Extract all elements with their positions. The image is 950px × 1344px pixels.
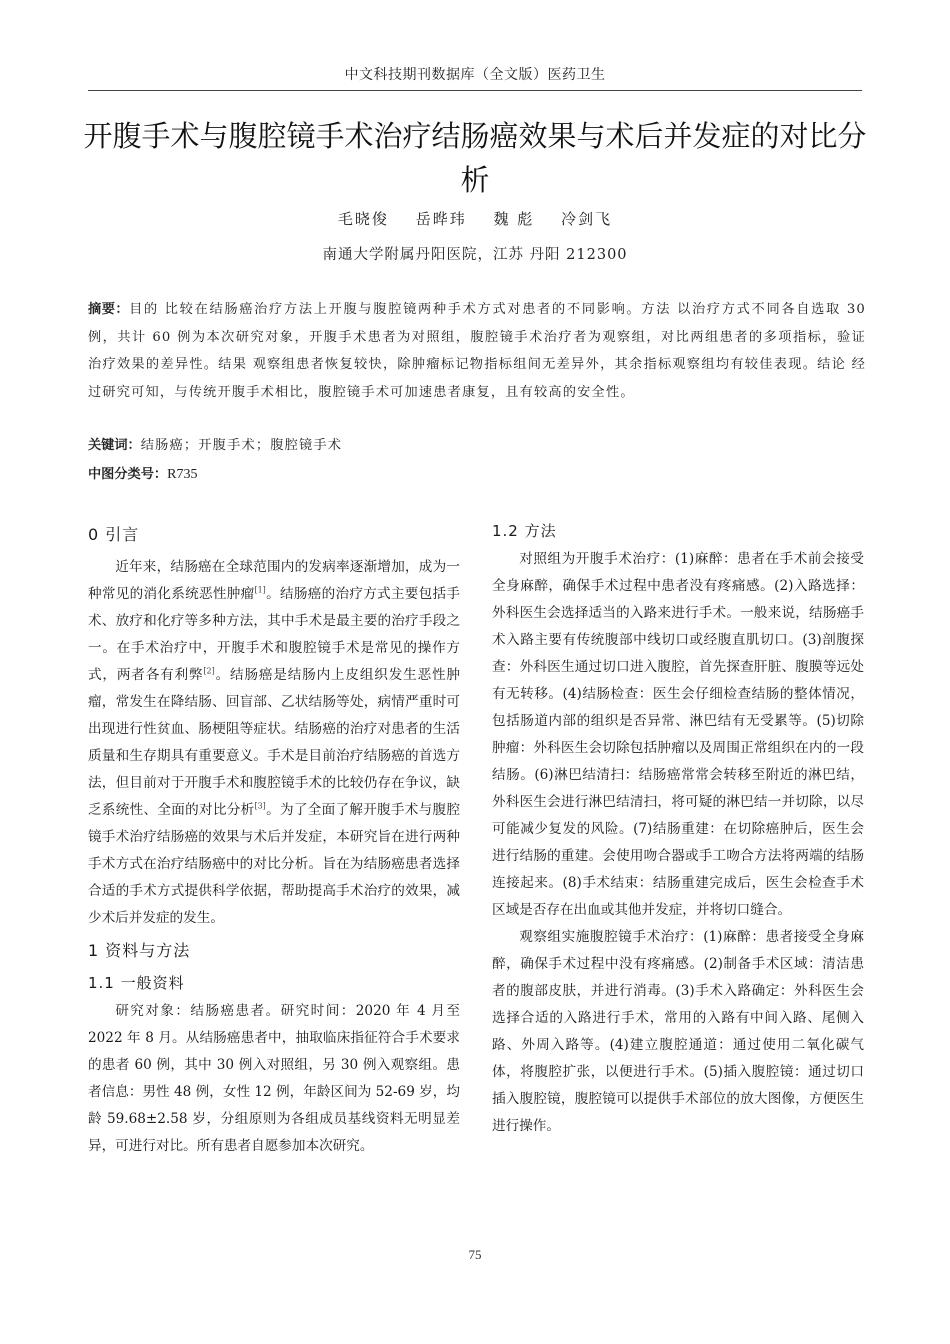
keywords-text: 结肠癌；开腹手术；腹腔镜手术 — [140, 438, 343, 453]
left-column — [88, 516, 460, 1160]
article-title: 开腹手术与腹腔镜手术治疗结肠癌效果与术后并发症的对比分析 — [83, 119, 867, 197]
abstract — [88, 296, 866, 406]
citation-ref: [1] — [254, 585, 266, 595]
classification-label: 中图分类号： — [88, 467, 168, 482]
classification-value: R735 — [167, 467, 198, 482]
intro-text: 。结肠癌的治疗方式主要包括手术、放疗和化疗等多种方法，其中手术是最主要的治疗手段之一。在手术治疗中，开腹手术和腹腔镜手术是常见的操作方式，两者各有利弊 — [88, 586, 461, 683]
running-header: 中文科技期刊数据库（全文版）医药卫生 — [344, 67, 606, 83]
general-data-paragraph: 研究对象：结肠癌患者。研究时间：2020 年 4 月至 2022 年 8 月。从结肠癌患者中，抽取临床指征符合手术要求的患者 60 例，其中 30 例入对照组，另 30 例入观察组。患者信息：男性 48 例，女性 12 例，年龄区间为 52-69 岁，均龄 59.68±2.58 岁，分组原则为各组成员基线资料无明显差异，可进行对比。所有患者自愿参加本次研究。 — [88, 1003, 460, 1154]
right-column — [492, 516, 864, 1140]
intro-text: 。为了全面了解开腹手术与腹腔镜手术治疗结肠癌的效果与术后并发症，本研究旨在进行两种手术方式在治疗结肠癌中的对比分析。旨在为结肠癌患者选择合适的手术方式提供科学依据，帮助提高手术治疗的效果，减少术后并发症的发生。 — [88, 802, 461, 926]
section-heading-methods: 1 资料与方法 — [88, 941, 191, 960]
keywords — [88, 434, 866, 453]
keywords-label: 关键词： — [88, 438, 141, 453]
author-list — [88, 208, 862, 229]
subsection-heading-method: 1.2 方法 — [492, 522, 557, 540]
author-name: 岳晔玮 — [415, 210, 467, 228]
abstract-text: 目的 比较在结肠癌治疗方法上开腹与腹腔镜两种手术方式对患者的不同影响。方法 以治疗方式不同各自选取 30 例，共计 60 例为本次研究对象，开腹手术患者为对照组，腹腔镜手术治疗者为观察组，对比两组患者的多项指标，验证治疗效果的差异性。结果 观察组患者恢复较快，除肿瘤标记物指标组间无差异外，其余指标观察组均有较佳表现。结论 经过研究可知，与传统开腹手术相比，腹腔镜手术可加速患者康复，且有较高的安全性。 — [88, 302, 866, 400]
page-number: 75 — [468, 1247, 482, 1262]
author-name: 魏 彪 — [493, 210, 535, 228]
control-group-paragraph: 对照组为开腹手术治疗：(1)麻醉：患者在手术前会接受全身麻醉，确保手术过程中患者没有疼痛感。(2)入路选择：外科医生会选择适当的入路来进行手术。一般来说，结肠癌手术入路主要有传统腹部中线切口或经腹直肌切口。(3)剖腹探查：外科医生通过切口进入腹腔，首先探查肝脏、腹膜等远处有无转移。(4)结肠检查：医生会仔细检查结肠的整体情况，包括肠道内部的组织是否异常、淋巴结有无受累等。(5)切除肿瘤：外科医生会切除包括肿瘤以及周围正常组织在内的一段结肠。(6)淋巴结清扫：结肠癌常常会转移至附近的淋巴结，外科医生会进行淋巴结清扫，将可疑的淋巴结一并切除，以尽可能减少复发的风险。(7)结肠重建：在切除癌肿后，医生会进行结肠的重建。会使用吻合器或手工吻合方法将两端的结肠连接起来。(8)手术结束：结肠重建完成后，医生会检查手术区域是否存在出血或其他并发症，并将切口缝合。 — [492, 551, 864, 918]
subsection-heading-general: 1.1 一般资料 — [88, 974, 185, 992]
author-name: 毛晓俊 — [337, 210, 389, 228]
observation-group-paragraph: 观察组实施腹腔镜手术治疗：(1)麻醉：患者接受全身麻醉，确保手术过程中没有疼痛感。(2)制备手术区域：清洁患者的腹部皮肤，并进行消毒。(3)手术入路确定：外科医生会选择合适的入路进行手术，常用的入路有中间入路、尾侧入路、外周入路等。(4)建立腹腔通道：通过使用二氧化碳气体，将腹腔扩张，以便进行手术。(5)插入腹腔镜：通过切口插入腹腔镜，腹腔镜可以提供手术部位的放大图像，方便医生进行操作。 — [492, 929, 864, 1134]
abstract-label: 摘要： — [88, 302, 130, 317]
author-name: 冷剑飞 — [561, 210, 613, 228]
citation-ref: [2] — [203, 666, 215, 676]
intro-text: 。结肠癌是结肠内上皮组织发生恶性肿瘤，常发生在降结肠、回盲部、乙状结肠等处，病情严重时可出现进行性贫血、肠梗阻等症状。结肠癌的治疗对患者的生活质量和生存期具有重要意义。手术是目前治疗结肠癌的首选方法，但目前对于开腹手术和腹腔镜手术的比较仍存在争议，缺乏系统性、全面的对比分析 — [88, 667, 461, 818]
section-heading-introduction: 0 引言 — [88, 525, 140, 544]
intro-text: 近年来，结肠癌在全球范围内的发病率逐渐增加，成为一种常见的消化系统恶性肿瘤 — [88, 559, 460, 602]
citation-ref: [3] — [254, 801, 266, 811]
intro-paragraph — [88, 554, 460, 932]
header-rule — [88, 90, 862, 91]
classification-number — [88, 463, 866, 483]
affiliation: 南通大学附属丹阳医院，江苏 丹阳 212300 — [322, 247, 628, 263]
